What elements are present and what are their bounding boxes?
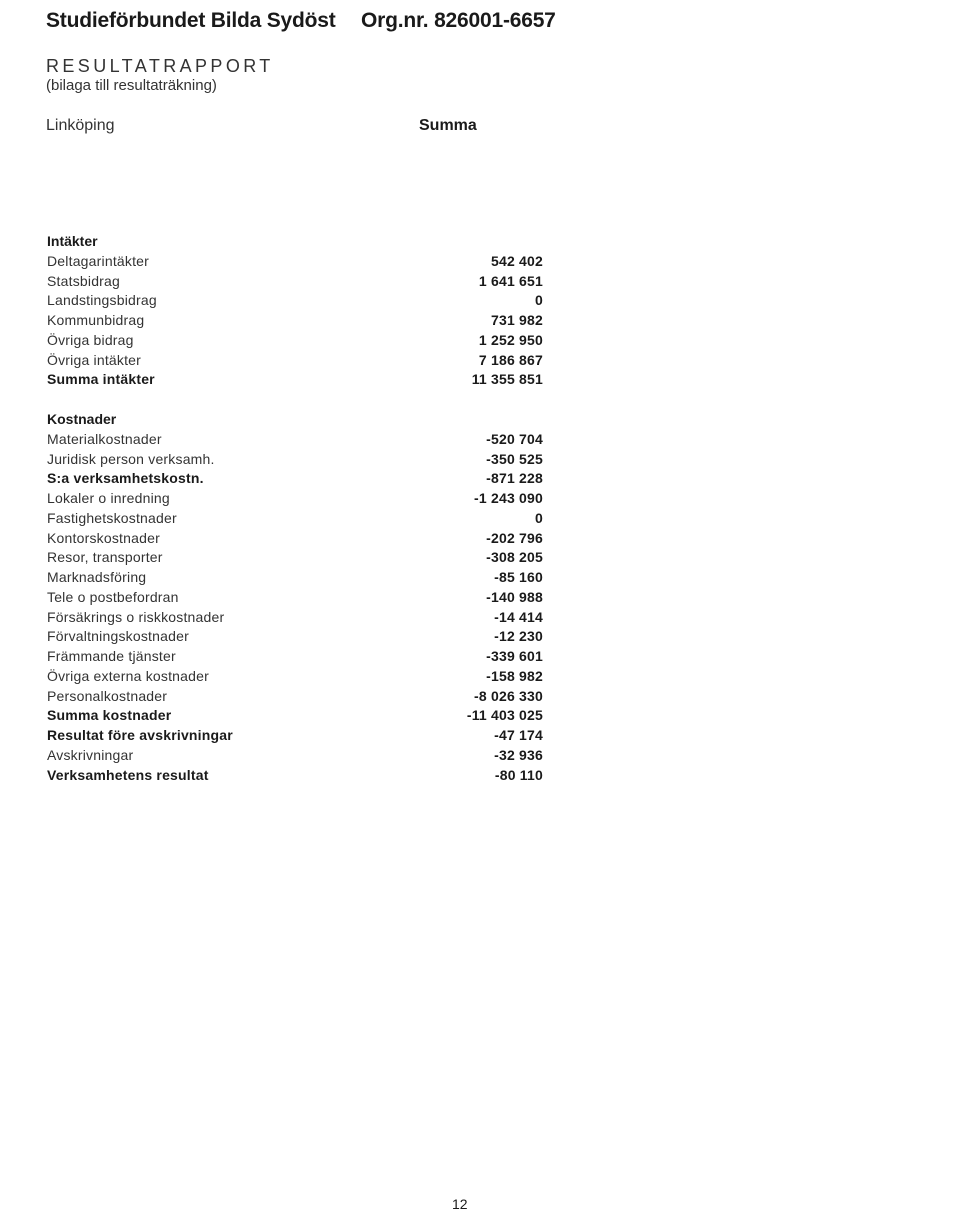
row-value: -202 796 [486,529,543,546]
row-value: 7 186 867 [478,351,543,368]
organization-name: Studieförbundet Bilda Sydöst [46,9,336,32]
report-title: RESULTATRAPPORT [46,56,274,76]
cost-row [47,687,543,707]
row-label: Personalkostnader [47,687,168,704]
cost-row [47,627,543,647]
row-label: Avskrivningar [47,746,134,763]
cost-row [47,489,543,509]
cost-row [47,529,543,549]
row-label: Juridisk person verksamh. [47,450,215,467]
row-value: 0 [535,292,543,309]
cost-row [47,647,543,667]
row-label: Lokaler o inredning [47,490,170,506]
row-value: -520 704 [486,430,543,447]
depreciation-row [47,746,543,766]
income-row [47,291,543,311]
row-value: -140 988 [486,588,543,605]
result-before-depreciation-row [47,726,543,746]
row-value: -80 110 [494,766,543,783]
row-label: Försäkrings o riskkostnader [47,608,225,625]
location-label: Linköping [46,117,115,134]
row-value: -1 243 090 [474,490,543,506]
row-label: Fastighetskostnader [47,509,177,526]
row-value: 0 [535,509,543,526]
row-label: Förvaltningskostnader [47,628,189,645]
cost-row [47,588,543,608]
row-value: 11 355 851 [471,371,543,388]
sum-column-heading: Summa [419,117,477,134]
income-row [47,272,543,292]
cost-row [47,509,543,529]
row-value: -158 982 [486,667,543,684]
row-value: -350 525 [486,450,543,467]
row-value: -12 230 [494,628,543,645]
row-value: -339 601 [486,648,543,664]
operating-result-row [47,766,543,786]
cost-subtotal-row [47,469,543,489]
row-label: Övriga intäkter [47,351,142,368]
cost-row [47,568,543,588]
income-row [47,331,543,351]
row-label: Deltagarintäkter [47,252,150,269]
row-label: Marknadsföring [47,569,147,585]
row-label: Tele o postbefordran [47,588,179,605]
income-row [47,252,543,272]
page-number: 12 [452,1196,468,1212]
row-label: S:a verksamhetskostn. [47,470,204,487]
cost-row [47,667,543,687]
row-label: Resor, transporter [47,549,163,566]
row-value: -8 026 330 [474,687,543,704]
row-label: Kommunbidrag [47,312,145,328]
row-value: 1 641 651 [478,272,543,289]
income-row [47,351,543,371]
income-row [47,311,543,331]
row-label: Främmande tjänster [47,648,176,664]
row-label: Landstingsbidrag [47,292,157,309]
cost-row [47,548,543,568]
income-heading: Intäkter [47,233,98,249]
row-value: -14 414 [494,608,543,625]
cost-row [47,608,543,628]
row-value: -32 936 [494,746,543,763]
cost-row [47,450,543,470]
cost-total-row [47,706,543,726]
row-label: Summa kostnader [47,707,172,724]
costs-section [47,410,543,785]
row-value: -85 160 [494,569,543,585]
row-label: Kontorskostnader [47,529,160,546]
cost-row [47,430,543,450]
organization-number: Org.nr. 826001-6657 [361,9,556,32]
row-label: Resultat före avskrivningar [47,727,233,743]
row-value: 731 982 [490,312,543,328]
income-section [47,232,543,390]
row-label: Materialkostnader [47,430,162,447]
row-value: 1 252 950 [478,331,543,348]
report-subtitle: (bilaga till resultaträkning) [46,77,217,94]
row-label: Summa intäkter [47,371,155,388]
row-value: -11 403 025 [466,707,543,724]
row-label: Övriga bidrag [47,331,134,348]
row-label: Övriga externa kostnader [47,667,209,684]
row-value: -47 174 [494,727,543,743]
costs-heading: Kostnader [47,411,117,427]
row-value: 542 402 [490,252,543,269]
row-value: -871 228 [486,470,543,487]
row-value: -308 205 [486,549,543,566]
row-label: Verksamhetens resultat [47,766,209,783]
income-total-row [47,370,543,390]
row-label: Statsbidrag [47,272,121,289]
